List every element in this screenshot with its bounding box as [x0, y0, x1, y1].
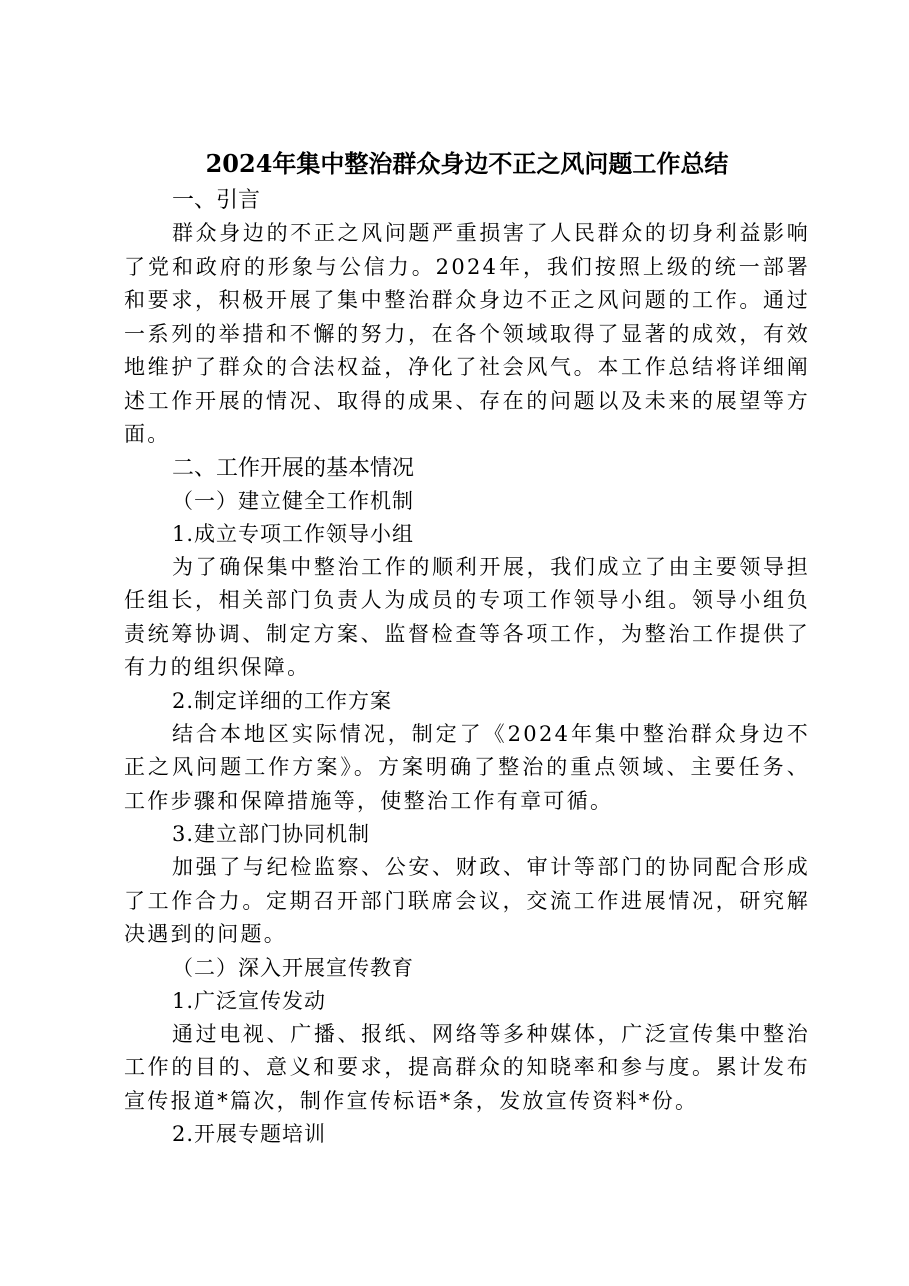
- item-heading-work-plan: 2.制定详细的工作方案: [172, 688, 393, 713]
- item-heading-special-training: 2.开展专题培训: [172, 1122, 327, 1146]
- paragraph-coordination: 加强了与纪检监察、公安、财政、审计等部门的协同配合形成了工作合力。定期召开部门联席会议，交流工作进展情况，研究解决遇到的问题。: [124, 855, 810, 946]
- paragraph-publicity-mobilization: 通过电视、广播、报纸、网络等多种媒体，广泛宣传集中整治工作的目的、意义和要求，提高群众的知晓率和参与度。累计发布宣传报道*篇次，制作宣传标语*条，发放宣传资料*份。: [124, 1021, 810, 1113]
- document-page: [124, 144, 810, 1151]
- paragraph-work-plan: 结合本地区实际情况，制定了《2024年集中整治群众身边不正之风问题工作方案》。方案明确了整治的重点领域、主要任务、工作步骤和保障措施等，使整治工作有章可循。: [124, 721, 810, 813]
- subsection-heading-work-mechanism: （一）建立健全工作机制: [172, 488, 414, 513]
- paragraph-leading-group: 为了确保集中整治工作的顺利开展，我们成立了由主要领导担任组长，相关部门负责人为成员的专项工作领导小组。领导小组负责统筹协调、制定方案、监督检查等各项工作，为整治工作提供了有力的组织保障。: [124, 554, 810, 679]
- item-heading-coordination: 3.建立部门协同机制: [172, 822, 371, 846]
- introduction-paragraph: 群众身边的不正之风问题严重损害了人民群众的切身利益影响了党和政府的形象与公信力。2024年，我们按照上级的统一部署和要求，积极开展了集中整治群众身边不正之风问题的工作。通过一系列的举措和不懈的努力，在各个领域取得了显著的成效，有效地维护了群众的合法权益，净化了社会风气。本工作总结将详细阐述工作开展的情况、取得的成果、存在的问题以及未来的展望等方面。: [124, 221, 810, 446]
- section-heading-introduction: 一、引言: [172, 188, 261, 213]
- item-heading-leading-group: 1.成立专项工作领导小组: [172, 521, 415, 546]
- document-title: 2024年集中整治群众身边不正之风问题工作总结: [205, 149, 729, 178]
- item-heading-publicity-mobilization: 1.广泛宣传发动: [172, 988, 327, 1013]
- section-heading-basic-situation: 二、工作开展的基本情况: [172, 455, 415, 481]
- subsection-heading-publicity: （二）深入开展宣传教育: [172, 955, 414, 980]
